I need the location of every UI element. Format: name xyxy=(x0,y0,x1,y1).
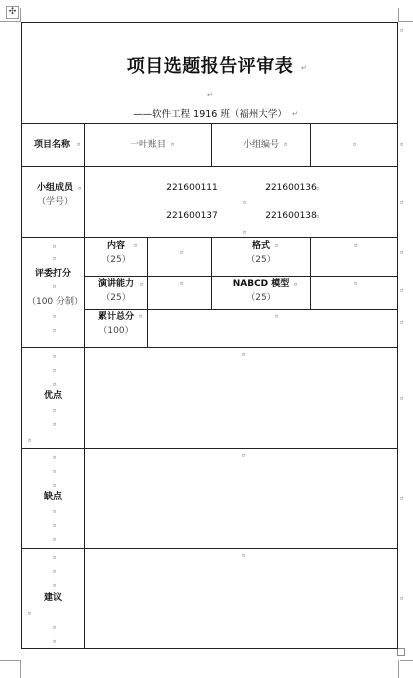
cell-end-mark: ¤ xyxy=(353,142,357,148)
members-label: 小组成员 xyxy=(36,183,74,193)
row-end-mark: ¤ xyxy=(400,200,404,206)
paragraph-mark: ↵ xyxy=(207,91,213,99)
paragraph-mark: ¤ xyxy=(53,422,57,428)
row-end-mark: ¤ xyxy=(400,396,404,402)
cell-end-mark: ¤ xyxy=(284,142,288,148)
paragraph-mark: ¤ xyxy=(53,555,57,561)
row-end-mark: ¤ xyxy=(400,288,404,294)
member-id: 221600136 xyxy=(265,183,317,193)
row-divider-weaknesses xyxy=(21,548,398,549)
col-divider-score-c xyxy=(310,237,311,309)
paragraph-mark: ¤ xyxy=(28,611,32,617)
project-name-value: 一叶账目 xyxy=(129,140,167,150)
cell-end-mark: ¤ xyxy=(354,243,358,249)
row-divider-project xyxy=(21,166,398,167)
total-score-max: （100） xyxy=(98,326,134,336)
suggestions-label: 建议 xyxy=(43,593,63,603)
cell-end-mark: ¤ xyxy=(294,282,298,288)
cell-end-mark: ¤ xyxy=(134,243,138,249)
paragraph-mark: ↵ xyxy=(292,110,298,118)
col-divider-label xyxy=(84,123,85,648)
members-label-sub: （学号） xyxy=(36,197,74,207)
paragraph-mark: ¤ xyxy=(53,368,57,374)
nabcd-criterion-max: （25） xyxy=(246,293,276,303)
nabcd-criterion-label: NABCD 模型 xyxy=(232,279,290,289)
table-border-top xyxy=(21,22,398,23)
row-end-mark: ¤ xyxy=(400,142,404,148)
page-subtitle: ——软件工程 1916 班（福州大学） xyxy=(133,109,287,120)
member-id: 221600137 xyxy=(166,211,218,221)
row-end-mark: ¤ xyxy=(400,250,404,256)
cell-end-mark: ¤ xyxy=(171,142,175,148)
member-id: 221600111 xyxy=(166,183,218,193)
paragraph-mark: ¤ xyxy=(53,455,57,461)
cell-end-mark: ¤ xyxy=(140,282,144,288)
paragraph-mark: ¤ xyxy=(53,408,57,414)
cell-end-mark: ¤ xyxy=(243,200,247,206)
paragraph-mark: ¤ xyxy=(53,625,57,631)
paragraph-mark: ¤ xyxy=(53,256,57,262)
col-divider-project-mid xyxy=(211,123,212,166)
cell-end-mark: ¤ xyxy=(77,142,81,148)
paragraph-mark: ¤ xyxy=(53,382,57,388)
format-criterion-label: 格式 xyxy=(251,241,271,251)
row-divider-score-1 xyxy=(85,276,398,277)
paragraph-mark: ¤ xyxy=(53,483,57,489)
paragraph-mark: ¤ xyxy=(53,569,57,575)
cell-end-mark: ¤ xyxy=(180,281,184,287)
strengths-label: 优点 xyxy=(43,391,63,401)
table-border-bottom xyxy=(21,648,398,649)
speech-criterion-label: 演讲能力 xyxy=(97,279,135,289)
cell-end-mark: ¤ xyxy=(275,243,279,249)
paragraph-mark: ¤ xyxy=(53,509,57,515)
cell-end-mark: ¤ xyxy=(243,230,247,236)
content-criterion-max: （25） xyxy=(101,255,131,265)
col-divider-score-b xyxy=(211,237,212,309)
content-criterion-label: 内容 xyxy=(106,241,126,251)
cell-end-mark: ¤ xyxy=(78,186,82,192)
cell-end-mark: ¤ xyxy=(180,250,184,256)
row-divider-members xyxy=(21,237,398,238)
row-divider-scoring xyxy=(21,347,398,348)
row-end-mark: ¤ xyxy=(400,496,404,502)
paragraph-mark: ¤ xyxy=(53,354,57,360)
cell-end-mark: ¤ xyxy=(354,281,358,287)
group-number-label: 小组编号 xyxy=(242,140,280,150)
speech-criterion-max: （25） xyxy=(101,293,131,303)
row-divider-header xyxy=(21,123,398,124)
cell-end-mark: ¤ xyxy=(316,186,320,192)
paragraph-mark: ↵ xyxy=(301,64,307,72)
row-end-mark: ¤ xyxy=(400,596,404,602)
table-border-left xyxy=(21,22,22,649)
paragraph-mark: ¤ xyxy=(28,438,32,444)
cell-end-mark: ¤ xyxy=(242,453,246,459)
page-title: 项目选题报告评审表 xyxy=(126,56,294,77)
table-move-handle-icon[interactable]: ✣ xyxy=(6,6,19,19)
project-name-label: 项目名称 xyxy=(33,140,71,150)
col-divider-score-a xyxy=(147,237,148,347)
paragraph-mark: ¤ xyxy=(53,244,57,250)
paragraph-mark: ¤ xyxy=(53,284,57,290)
cell-end-mark: ¤ xyxy=(139,314,143,320)
cell-end-mark: ¤ xyxy=(242,553,246,559)
cell-end-mark: ¤ xyxy=(275,314,279,320)
member-id: 221600138 xyxy=(265,211,317,221)
table-border-right xyxy=(397,22,398,649)
cell-end-mark: ¤ xyxy=(316,214,320,220)
weaknesses-label: 缺点 xyxy=(43,492,63,502)
paragraph-mark: ¤ xyxy=(53,523,57,529)
total-score-label: 累计总分 xyxy=(97,312,135,322)
paragraph-mark: ¤ xyxy=(53,314,57,320)
paragraph-mark: ¤ xyxy=(53,583,57,589)
row-end-mark: ¤ xyxy=(400,320,404,326)
cell-end-mark: ¤ xyxy=(242,352,246,358)
row-divider-score-2 xyxy=(85,309,398,310)
paragraph-mark: ¤ xyxy=(53,639,57,645)
row-divider-strengths xyxy=(21,448,398,449)
scoring-label-sub: （100 分制） xyxy=(26,297,84,307)
cell-end-mark: ¤ xyxy=(400,28,404,34)
scoring-label: 评委打分 xyxy=(34,269,72,279)
paragraph-mark: ¤ xyxy=(53,328,57,334)
format-criterion-max: （25） xyxy=(246,255,276,265)
paragraph-mark: ¤ xyxy=(53,469,57,475)
col-divider-project-right xyxy=(310,123,311,166)
paragraph-mark: ¤ xyxy=(53,537,57,543)
